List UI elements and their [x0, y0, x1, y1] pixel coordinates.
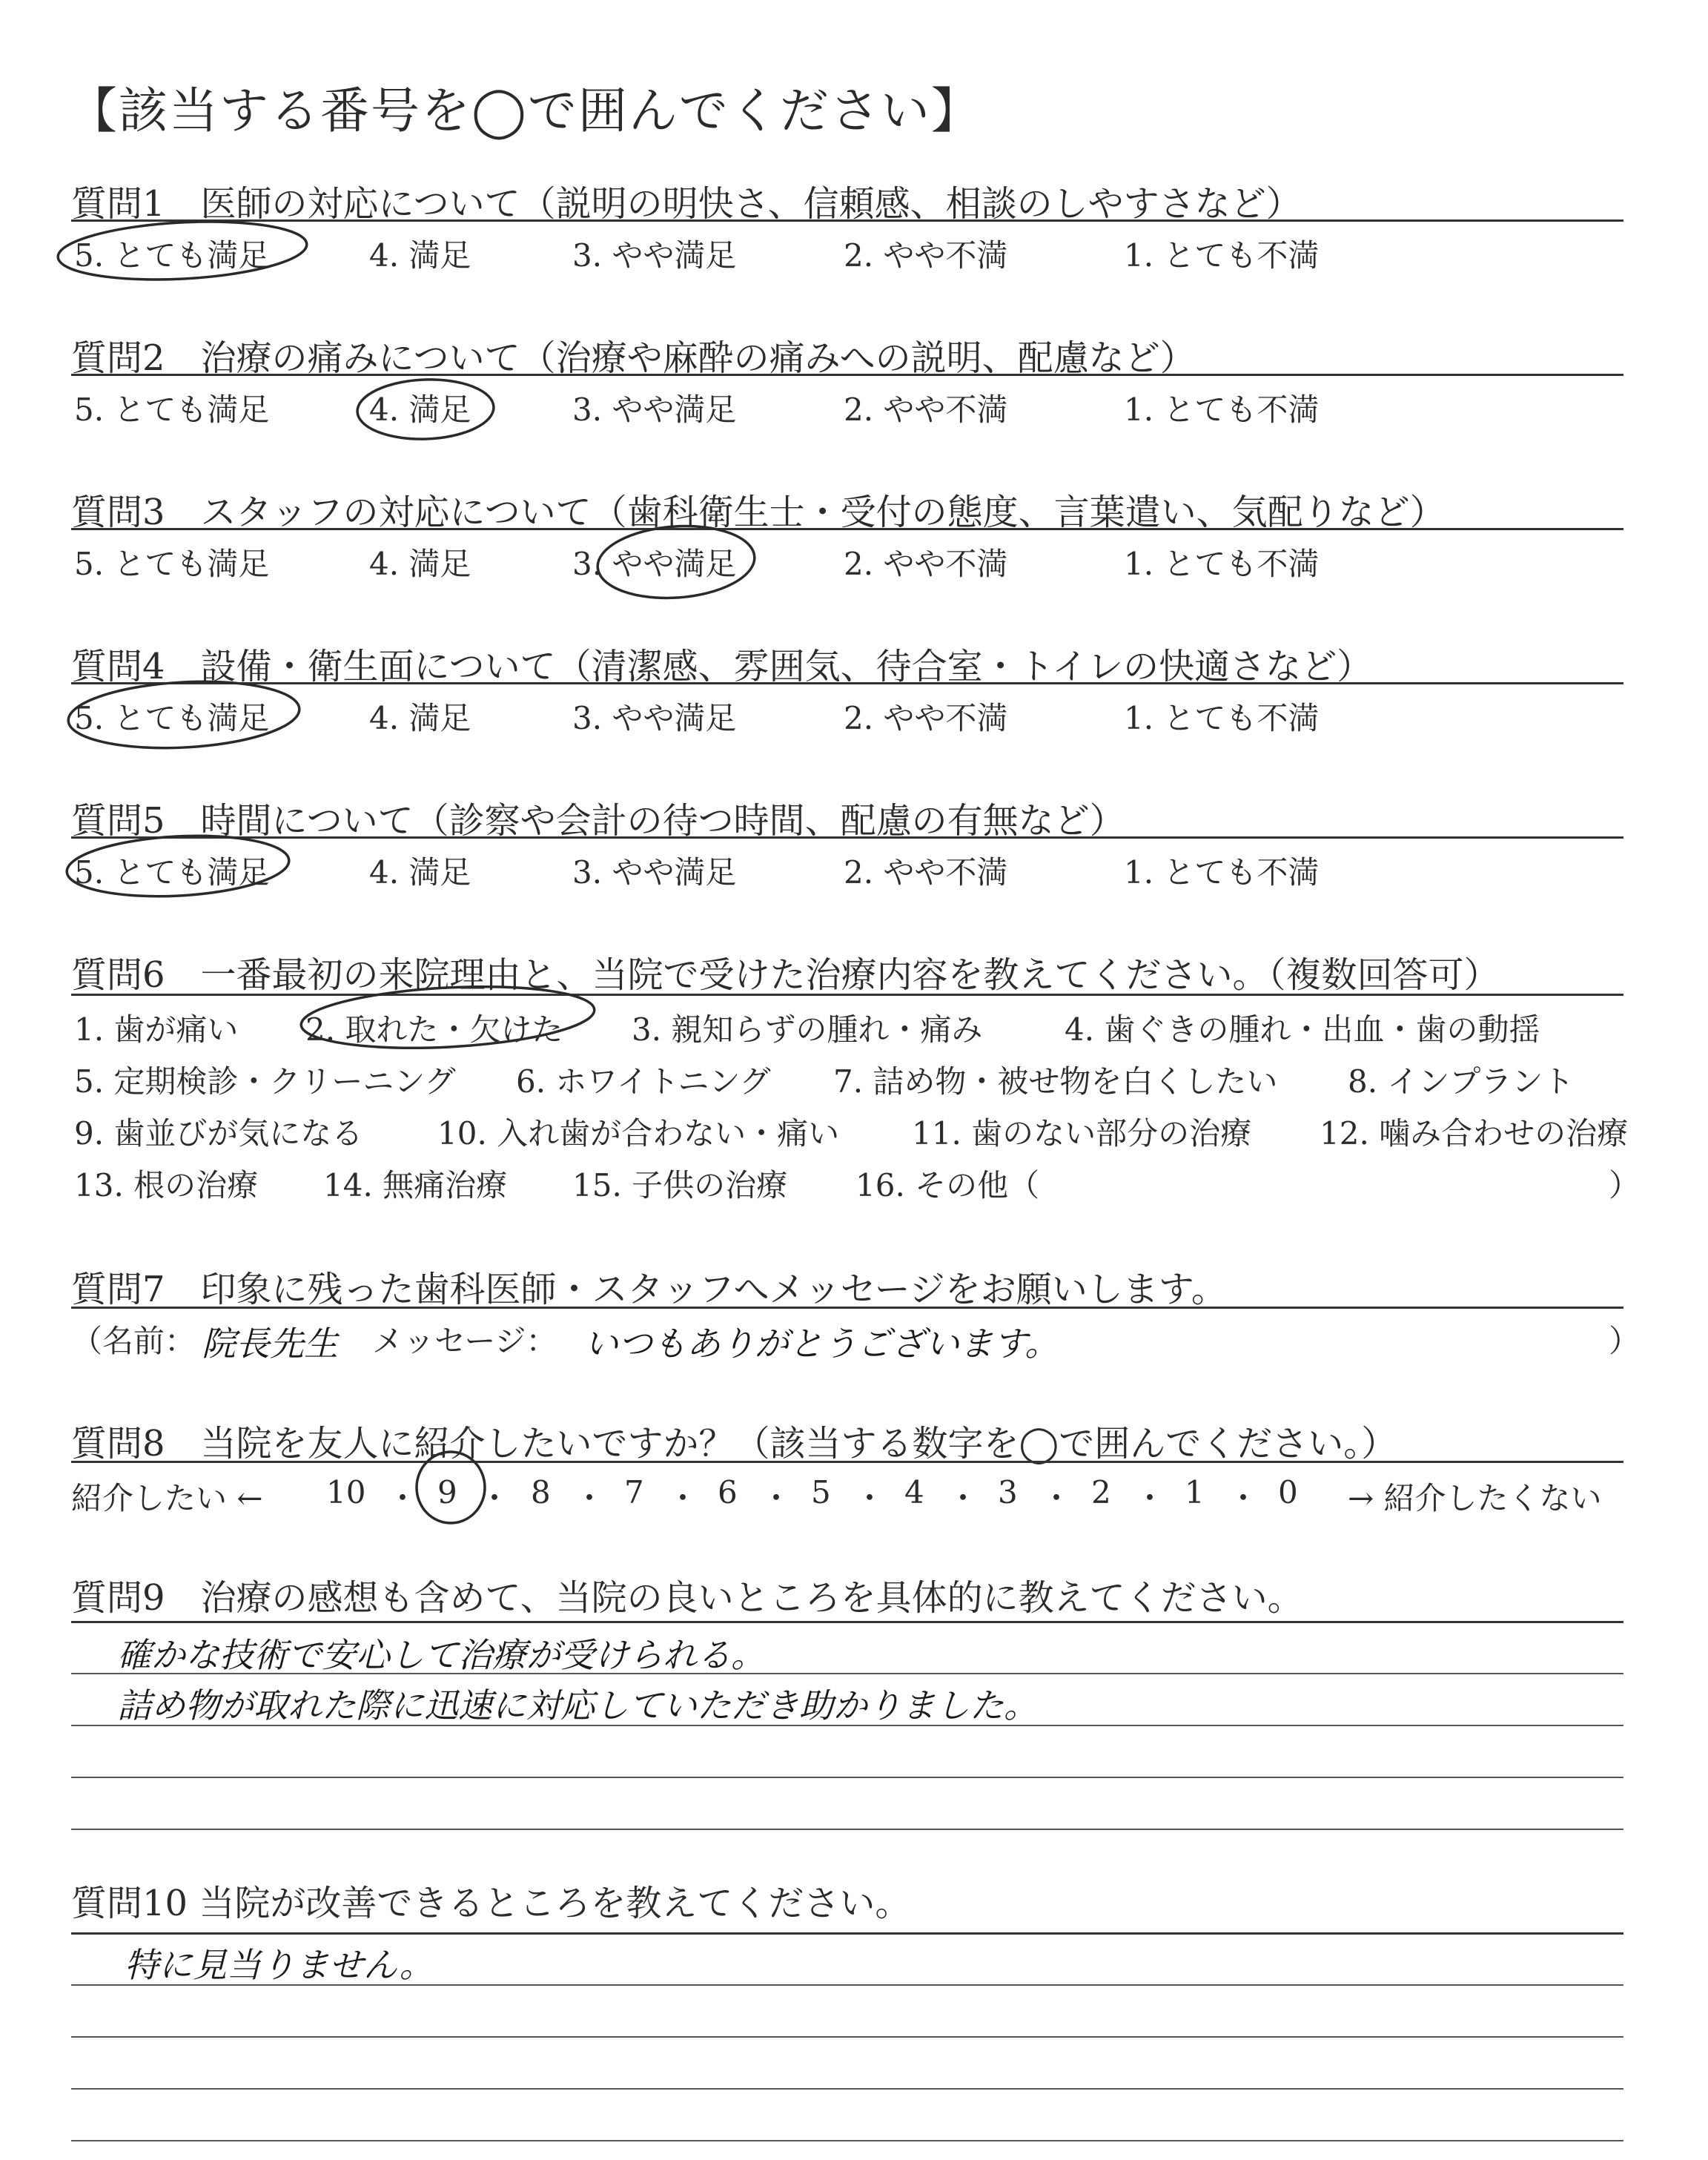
q8-left-label: 紹介したい ← — [71, 1480, 263, 1516]
question-9-rule — [71, 1621, 1623, 1623]
q1-option-4[interactable]: 4. 満足 — [369, 237, 471, 274]
q5-option-4[interactable]: 4. 満足 — [369, 854, 471, 891]
q6-option-3[interactable]: 3. 親知らずの腫れ・痛み — [632, 1011, 983, 1048]
q6-option-14[interactable]: 14. 無痛治療 — [323, 1167, 508, 1203]
q10-writing-line — [71, 2088, 1623, 2090]
q7-close-paren: ） — [1609, 1323, 1641, 1359]
q8-separator: ・ — [947, 1480, 979, 1516]
question-8-rule — [71, 1461, 1623, 1463]
q10-writing-line — [71, 2140, 1623, 2141]
q9-writing-line — [71, 1777, 1623, 1778]
q10-writing-line — [71, 2036, 1623, 2038]
question-4-text: 質問4 設備・衛生面について（清潔感、雰囲気、待合室・トイレの快適さなど） — [71, 646, 1373, 687]
q8-scale-2[interactable]: 2 — [1091, 1474, 1111, 1510]
q6-option-8[interactable]: 8. インプラント — [1348, 1063, 1575, 1100]
question-7-rule — [71, 1307, 1623, 1309]
q8-scale-0[interactable]: 0 — [1278, 1474, 1298, 1510]
question-9-text: 質問9 治療の感想も含めて、当院の良いところを具体的に教えてください。 — [71, 1577, 1303, 1619]
q4-option-5[interactable]: 5. とても満足 — [74, 700, 270, 736]
q2-option-5[interactable]: 5. とても満足 — [74, 392, 270, 428]
q9-answer-line-1[interactable]: 確かな技術で安心して治療が受けられる。 — [117, 1635, 765, 1675]
q8-separator: ・ — [1228, 1480, 1260, 1516]
q8-separator: ・ — [574, 1480, 606, 1516]
q6-option-13[interactable]: 13. 根の治療 — [74, 1167, 259, 1203]
q8-separator: ・ — [854, 1480, 886, 1516]
q3-option-2[interactable]: 2. やや不満 — [844, 546, 1008, 582]
q3-option-3[interactable]: 3. やや満足 — [572, 546, 737, 582]
q3-option-1[interactable]: 1. とても不満 — [1124, 546, 1320, 582]
q5-option-2[interactable]: 2. やや不満 — [844, 854, 1008, 891]
q6-option-11[interactable]: 11. 歯のない部分の治療 — [912, 1115, 1252, 1152]
question-10-rule — [71, 1932, 1623, 1935]
q9-writing-line — [71, 1829, 1623, 1830]
q8-separator: ・ — [761, 1480, 792, 1516]
q7-message-label: メッセージ： — [372, 1323, 557, 1359]
q4-option-1[interactable]: 1. とても不満 — [1124, 700, 1320, 736]
q6-option-5[interactable]: 5. 定期検診・クリーニング — [74, 1063, 456, 1100]
question-7-text: 質問7 印象に残った歯科医師・スタッフへメッセージをお願いします。 — [71, 1269, 1227, 1310]
q8-scale-8[interactable]: 8 — [531, 1474, 551, 1510]
q8-right-label: → 紹介したくない — [1348, 1480, 1602, 1516]
q8-separator: ・ — [1041, 1480, 1073, 1516]
q6-option-15[interactable]: 15. 子供の治療 — [572, 1167, 788, 1203]
q2-option-4[interactable]: 4. 満足 — [369, 392, 471, 428]
q6-other-close-paren: ） — [1609, 1167, 1641, 1203]
q7-name-label: （名前： — [71, 1323, 196, 1359]
q8-separator: ・ — [667, 1480, 699, 1516]
q5-option-3[interactable]: 3. やや満足 — [572, 854, 737, 891]
question-1-text: 質問1 医師の対応について（説明の明快さ、信頼感、相談のしやすさなど） — [71, 183, 1302, 225]
q8-scale-10[interactable]: 10 — [326, 1474, 366, 1510]
question-4-rule — [71, 682, 1623, 684]
q1-option-5[interactable]: 5. とても満足 — [74, 237, 270, 274]
q10-writing-line — [71, 1984, 1623, 1986]
q4-option-2[interactable]: 2. やや不満 — [844, 700, 1008, 736]
q10-answer-line-1[interactable]: 特に見当りません。 — [125, 1945, 434, 1985]
question-1-rule — [71, 219, 1623, 222]
q8-separator: ・ — [387, 1480, 419, 1516]
q9-answer-line-2[interactable]: 詰め物が取れた際に迅速に対応していただき助かりました。 — [117, 1685, 1038, 1725]
q4-option-3[interactable]: 3. やや満足 — [572, 700, 737, 736]
page-title: 【該当する番号を◯で囲んでください】 — [68, 82, 982, 139]
q8-scale-9[interactable]: 9 — [437, 1474, 457, 1510]
q1-option-2[interactable]: 2. やや不満 — [844, 237, 1008, 274]
q2-option-3[interactable]: 3. やや満足 — [572, 392, 737, 428]
q8-scale-6[interactable]: 6 — [718, 1474, 738, 1510]
q3-option-4[interactable]: 4. 満足 — [369, 546, 471, 582]
q2-option-1[interactable]: 1. とても不満 — [1124, 392, 1320, 428]
question-2-rule — [71, 374, 1623, 376]
q1-option-3[interactable]: 3. やや満足 — [572, 237, 737, 274]
question-3-rule — [71, 528, 1623, 530]
question-6-rule — [71, 994, 1623, 996]
q6-option-4[interactable]: 4. 歯ぐきの腫れ・出血・歯の動揺 — [1065, 1011, 1540, 1048]
q8-scale-1[interactable]: 1 — [1185, 1474, 1205, 1510]
question-5-text: 質問5 時間について（診察や会計の待つ時間、配慮の有無など） — [71, 800, 1125, 842]
q6-option-9[interactable]: 9. 歯並びが気になる — [74, 1115, 363, 1152]
question-5-rule — [71, 836, 1623, 839]
question-2-text: 質問2 治療の痛みについて（治療や麻酔の痛みへの説明、配慮など） — [71, 337, 1196, 379]
q6-option-6[interactable]: 6. ホワイトニング — [516, 1063, 771, 1100]
q8-scale-7[interactable]: 7 — [624, 1474, 644, 1510]
question-6-text: 質問6 一番最初の来院理由と、当院で受けた治療内容を教えてください。（複数回答可） — [71, 954, 1500, 996]
q5-option-1[interactable]: 1. とても不満 — [1124, 854, 1320, 891]
q6-option-2[interactable]: 2. 取れた・欠けた — [305, 1011, 563, 1048]
q7-message-value[interactable]: いつもありがとうございます。 — [584, 1324, 1059, 1364]
q6-option-10[interactable]: 10. 入れ歯が合わない・痛い — [437, 1115, 840, 1152]
q1-option-1[interactable]: 1. とても不満 — [1124, 237, 1320, 274]
question-3-text: 質問3 スタッフの対応について（歯科衛生士・受付の態度、言葉遣い、気配りなど） — [71, 492, 1446, 533]
q8-scale-4[interactable]: 4 — [904, 1474, 924, 1510]
q8-separator: ・ — [1134, 1480, 1166, 1516]
question-10-text: 質問10 当院が改善できるところを教えてください。 — [71, 1883, 911, 1924]
q8-scale-5[interactable]: 5 — [811, 1474, 831, 1510]
q4-option-4[interactable]: 4. 満足 — [369, 700, 471, 736]
q3-option-5[interactable]: 5. とても満足 — [74, 546, 270, 582]
q9-writing-line — [71, 1673, 1623, 1674]
q8-separator: ・ — [479, 1480, 511, 1516]
q6-option-12[interactable]: 12. 噛み合わせの治療 — [1320, 1115, 1629, 1152]
q2-option-2[interactable]: 2. やや不満 — [844, 392, 1008, 428]
q8-scale-3[interactable]: 3 — [998, 1474, 1018, 1510]
q9-writing-line — [71, 1725, 1623, 1726]
q6-option-1[interactable]: 1. 歯が痛い — [74, 1011, 239, 1048]
q6-option-16[interactable]: 16. その他（ — [855, 1167, 1040, 1203]
q6-option-7[interactable]: 7. 詰め物・被せ物を白くしたい — [833, 1063, 1278, 1100]
q7-name-value[interactable]: 院長先生 — [202, 1324, 338, 1364]
question-8-text: 質問8 当院を友人に紹介したいですか？（該当する数字を◯で囲んでください。） — [71, 1423, 1397, 1464]
q5-option-5[interactable]: 5. とても満足 — [74, 854, 270, 891]
